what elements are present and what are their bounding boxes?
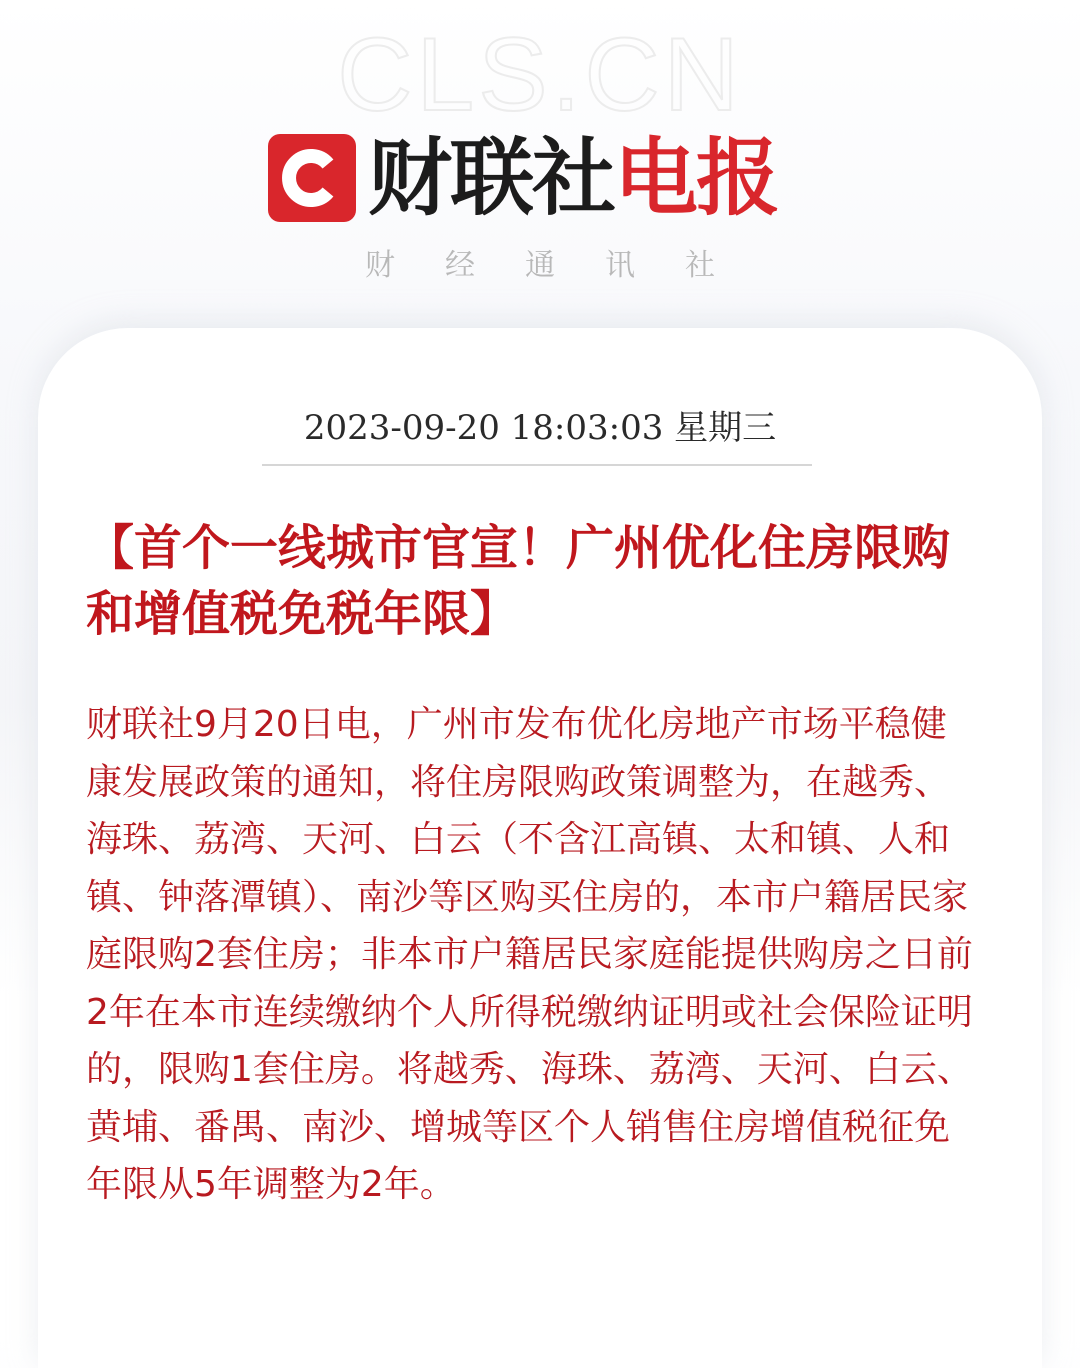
divider — [262, 464, 812, 466]
article-datetime: 2023-09-20 18:03:03 星期三 — [303, 408, 777, 448]
article-body: 财联社9月20日电，广州市发布优化房地产市场平稳健康发展政策的通知，将住房限购政策调整为，在越秀、海珠、荔湾、天河、白云（不含江高镇、太和镇、人和镇、钟落潭镇）、南沙等区购买住房的，本市户籍居民家庭限购2套住房；非本市户籍居民家庭能提供购房之日前2年在本市连续缴纳个人所得税缴纳证明或社会保险证明的，限购1套住房。将越秀、海珠、荔湾、天河、白云、黄埔、番禺、南沙、增城等区个人销售住房增值税征免年限从5年调整为2年。 — [86, 704, 973, 1205]
logo-subtitle: 财经通讯社 — [365, 248, 765, 283]
logo-wordmark — [368, 129, 779, 227]
logo-name: 财联社 — [368, 129, 615, 227]
article-headline: 【首个一线城市官宣！广州优化住房限购和增值税免税年限】 — [86, 520, 951, 642]
c-logo-icon — [268, 134, 356, 222]
brand-logo — [268, 129, 779, 227]
logo-telegraph: 电报 — [614, 129, 779, 227]
watermark-text: CLS.CN — [337, 17, 743, 133]
